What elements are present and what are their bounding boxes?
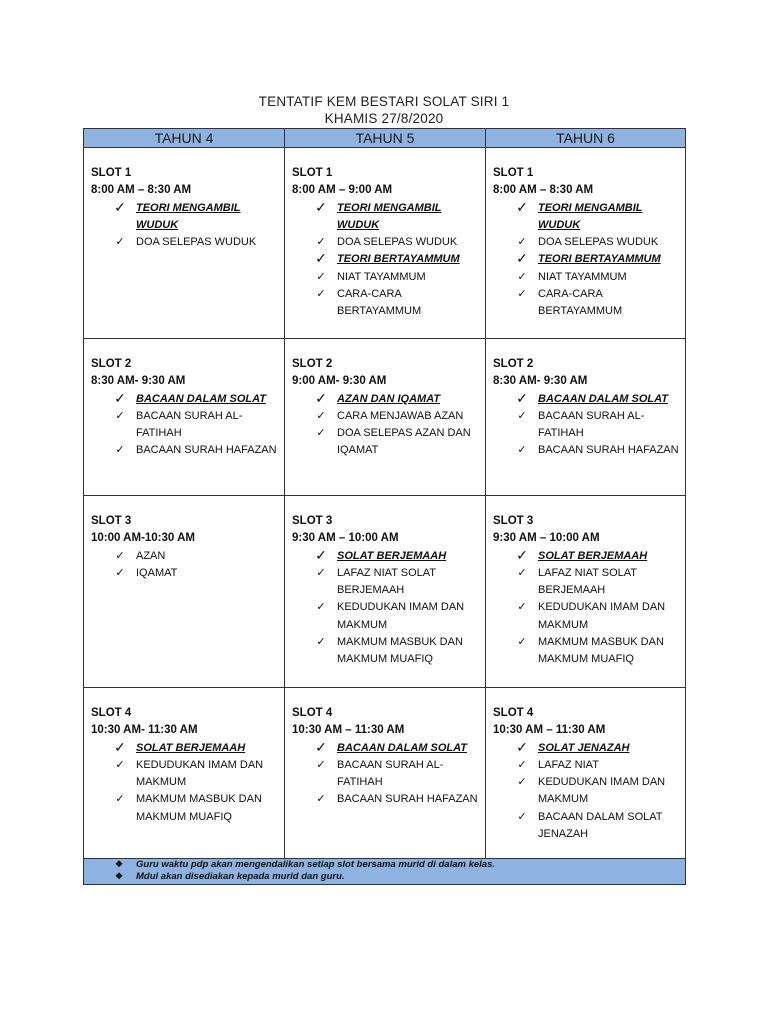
diamond-bullet-icon: ❖ — [115, 870, 124, 881]
activity-item — [493, 740, 685, 757]
slot-label: SLOT 4 — [91, 707, 132, 719]
activity-text: SOLAT BERJEMAAH — [538, 549, 648, 562]
checkmark-icon: ✓ — [315, 250, 327, 267]
checkmark-icon: ✓ — [316, 236, 326, 249]
activity-item — [493, 269, 685, 286]
slot-header — [486, 496, 685, 669]
slot-time: 10:00 AM-10:30 AM — [91, 532, 195, 545]
slot-cell — [84, 688, 285, 859]
checkmark-icon: ✓ — [316, 409, 326, 422]
activity-text: MAKMUM MASBUK DAN MAKMUM MUAFIQ — [538, 636, 664, 666]
activity-text: CARA MENJAWAB AZAN — [337, 409, 464, 422]
checkmark-icon: ✓ — [517, 566, 527, 579]
checkmark-icon: ✓ — [115, 793, 125, 806]
checkmark-icon: ✓ — [115, 444, 125, 457]
diamond-bullet-icon: ❖ — [115, 859, 124, 869]
slot-cell — [84, 496, 285, 688]
activity-item — [292, 565, 485, 600]
checkmark-icon: ✓ — [316, 758, 326, 771]
activity-item — [292, 269, 485, 286]
activity-item — [493, 234, 685, 251]
activity-text: SOLAT BERJEMAAH — [337, 549, 447, 562]
checkmark-icon: ✓ — [315, 389, 327, 406]
activity-list — [292, 391, 485, 460]
activity-text: CARA-CARA BERTAYAMMUM — [337, 288, 422, 318]
activity-text: MAKMUM MASBUK DAN MAKMUM MUAFIQ — [136, 793, 262, 823]
checkmark-icon: ✓ — [517, 810, 527, 823]
activity-item — [91, 408, 284, 443]
activity-item — [493, 391, 685, 408]
activity-item — [493, 548, 685, 565]
activity-item — [493, 565, 685, 600]
slot-time: 8:30 AM- 9:30 AM — [91, 375, 186, 388]
slot-header — [84, 339, 284, 460]
checkmark-icon: ✓ — [115, 549, 125, 562]
activity-text: KEDUDUKAN IMAM DAN MAKMUM — [136, 758, 264, 789]
checkmark-icon: ✓ — [316, 288, 326, 301]
activity-item — [292, 425, 485, 460]
slot-label: SLOT 2 — [292, 358, 333, 370]
activity-list — [493, 391, 685, 460]
slot-header — [486, 148, 685, 321]
checkmark-icon: ✓ — [316, 636, 326, 649]
column-header: TAHUN 5 — [285, 129, 486, 148]
activity-item — [91, 200, 284, 235]
slot-cell — [486, 496, 686, 688]
checkmark-icon: ✓ — [115, 409, 125, 422]
activity-text: BACAAN SURAH HAFAZAN — [136, 444, 277, 457]
activity-item — [493, 200, 685, 235]
slot-cell — [486, 148, 686, 339]
slot-time: 8:30 AM- 9:30 AM — [493, 375, 588, 388]
activity-item — [292, 548, 485, 565]
slot-cell — [285, 148, 486, 339]
slot-time: 9:30 AM – 10:00 AM — [292, 532, 399, 545]
slot-label: SLOT 1 — [493, 167, 534, 179]
checkmark-icon: ✓ — [516, 738, 528, 755]
activity-text: TEORI MENGAMBIL WUDUK — [337, 201, 442, 231]
document-title: TENTATIF KEM BESTARI SOLAT SIRI 1 — [258, 94, 510, 109]
activity-text: KEDUDUKAN IMAM DAN MAKMUM — [337, 601, 465, 631]
activity-item — [292, 286, 485, 321]
slot-cell — [285, 496, 486, 688]
activity-list — [493, 740, 685, 844]
activity-text: TEORI MENGAMBIL WUDUK — [538, 201, 643, 231]
activity-item — [91, 442, 284, 459]
activity-text: LAFAZ NIAT — [538, 758, 599, 771]
slot-cell — [84, 339, 285, 496]
slot-time: 10:30 AM- 11:30 AM — [91, 724, 198, 737]
slot-row — [84, 148, 686, 339]
activity-item — [91, 791, 284, 826]
document-date: KHAMIS 27/8/2020 — [324, 111, 444, 126]
activity-item — [292, 200, 485, 235]
activity-text: CARA-CARA BERTAYAMMUM — [538, 288, 623, 318]
activity-text: LAFAZ NIAT SOLAT BERJEMAAH — [337, 566, 436, 597]
column-header: TAHUN 6 — [486, 129, 686, 148]
slot-label: SLOT 4 — [493, 707, 534, 719]
activity-list — [91, 200, 284, 252]
activity-text: LAFAZ NIAT SOLAT BERJEMAAH — [538, 566, 637, 597]
activity-text: SOLAT BERJEMAAH — [136, 741, 246, 754]
checkmark-icon: ✓ — [516, 198, 528, 215]
activity-text: DOA SELEPAS WUDUK — [136, 236, 257, 249]
activity-text: MAKMUM MASBUK DAN MAKMUM MUAFIQ — [337, 636, 463, 666]
checkmark-icon: ✓ — [316, 601, 326, 614]
slot-label: SLOT 2 — [91, 358, 132, 370]
checkmark-icon: ✓ — [115, 758, 125, 771]
activity-text: AZAN — [136, 549, 166, 562]
activity-text: TEORI MENGAMBIL WUDUK — [136, 201, 241, 231]
activity-text: NIAT TAYAMMUM — [337, 270, 426, 283]
activity-list — [292, 740, 485, 809]
slot-header — [84, 148, 284, 251]
activity-text: BACAAN SURAH HAFAZAN — [337, 793, 478, 806]
slot-row — [84, 496, 686, 688]
activity-text: DOA SELEPAS WUDUK — [538, 236, 659, 249]
checkmark-icon: ✓ — [316, 793, 326, 806]
activity-item — [493, 809, 685, 844]
checkmark-icon: ✓ — [517, 236, 527, 249]
checkmark-icon: ✓ — [115, 566, 125, 579]
activity-text: DOA SELEPAS AZAN DAN IQAMAT — [337, 427, 471, 457]
checkmark-icon: ✓ — [316, 270, 326, 283]
slot-row — [84, 688, 686, 859]
activity-item — [292, 791, 485, 808]
activity-item — [91, 565, 284, 582]
notes-cell — [84, 859, 686, 885]
checkmark-icon: ✓ — [114, 389, 126, 406]
slot-time: 8:00 AM – 8:30 AM — [91, 184, 192, 197]
checkmark-icon: ✓ — [114, 738, 126, 755]
checkmark-icon: ✓ — [516, 250, 528, 267]
activity-item — [493, 774, 685, 809]
header-row — [84, 129, 686, 148]
checkmark-icon: ✓ — [516, 546, 528, 563]
checkmark-icon: ✓ — [517, 776, 527, 789]
activity-text: BACAAN SURAH HAFAZAN — [538, 444, 679, 457]
slot-header — [285, 496, 485, 669]
checkmark-icon: ✓ — [517, 270, 527, 283]
activity-item — [91, 391, 284, 408]
activity-item — [493, 408, 685, 443]
slot-label: SLOT 1 — [91, 167, 132, 179]
activity-list — [91, 740, 284, 826]
slot-label: SLOT 3 — [292, 515, 333, 527]
checkmark-icon: ✓ — [114, 198, 126, 215]
slot-cell — [486, 688, 686, 859]
checkmark-icon: ✓ — [517, 444, 527, 457]
slot-label: SLOT 3 — [91, 515, 132, 527]
checkmark-icon: ✓ — [517, 601, 527, 614]
activity-text: AZAN DAN IQAMAT — [337, 392, 441, 405]
activity-text: BACAAN SURAH AL-FATIHAH — [337, 758, 444, 789]
activity-item — [292, 599, 485, 634]
activity-item — [91, 548, 284, 565]
activity-item — [493, 599, 685, 634]
note-text: Guru waktu pdp akan mengendalikan setiap slot bersama murid di dalam kelas. — [136, 859, 495, 870]
slot-cell — [84, 148, 285, 339]
activity-item — [292, 251, 485, 268]
activity-text: IQAMAT — [136, 566, 178, 579]
slot-time: 8:00 AM – 9:00 AM — [292, 184, 393, 197]
slot-header — [486, 688, 685, 843]
note-item — [84, 871, 685, 883]
activity-item — [292, 391, 485, 408]
schedule-table — [83, 128, 686, 885]
activity-list — [292, 200, 485, 321]
activity-text: KEDUDUKAN IMAM DAN MAKMUM — [538, 601, 666, 631]
activity-item — [493, 442, 685, 459]
activity-item — [91, 757, 284, 792]
checkmark-icon: ✓ — [517, 636, 527, 649]
activity-item — [493, 251, 685, 268]
activity-item — [91, 234, 284, 251]
activity-item — [292, 234, 485, 251]
slot-label: SLOT 3 — [493, 515, 534, 527]
activity-item — [91, 740, 284, 757]
column-header: TAHUN 4 — [84, 129, 285, 148]
slot-header — [285, 148, 485, 321]
slot-header — [285, 339, 485, 460]
checkmark-icon: ✓ — [315, 738, 327, 755]
slot-cell — [486, 339, 686, 496]
activity-item — [292, 757, 485, 792]
activity-item — [493, 757, 685, 774]
activity-list — [493, 200, 685, 321]
activity-text: TEORI BERTAYAMMUM — [538, 253, 661, 266]
slot-header — [285, 688, 485, 809]
activity-text: KEDUDUKAN IMAM DAN MAKMUM — [538, 776, 666, 806]
slot-label: SLOT 4 — [292, 707, 333, 719]
slot-cell — [285, 339, 486, 496]
checkmark-icon: ✓ — [517, 288, 527, 301]
notes-row — [84, 859, 686, 885]
checkmark-icon: ✓ — [517, 758, 527, 771]
note-text: Mdul akan disediakan kepada murid dan guru. — [136, 870, 345, 882]
activity-list — [292, 548, 485, 669]
activity-text: NIAT TAYAMMUM — [538, 270, 627, 283]
slot-time: 9:00 AM- 9:30 AM — [292, 375, 387, 388]
activity-list — [91, 548, 284, 583]
slot-time: 10:30 AM – 11:30 AM — [292, 724, 405, 737]
slot-label: SLOT 2 — [493, 358, 534, 370]
activity-item — [493, 634, 685, 669]
activity-text: BACAAN SURAH AL-FATIHAH — [538, 409, 645, 440]
slot-cell — [285, 688, 486, 859]
slot-time: 8:00 AM – 8:30 AM — [493, 184, 594, 197]
activity-text: BACAAN DALAM SOLAT — [136, 392, 266, 405]
checkmark-icon: ✓ — [517, 409, 527, 422]
checkmark-icon: ✓ — [516, 389, 528, 406]
checkmark-icon: ✓ — [315, 198, 327, 215]
activity-text: BACAAN DALAM SOLAT JENAZAH — [538, 810, 663, 841]
activity-item — [292, 740, 485, 757]
activity-text: BACAAN DALAM SOLAT — [337, 741, 467, 754]
activity-list — [91, 391, 284, 460]
slot-header — [84, 688, 284, 826]
slot-row — [84, 339, 686, 496]
activity-item — [292, 408, 485, 425]
slot-time: 9:30 AM – 10:00 AM — [493, 532, 600, 545]
slot-time: 10:30 AM – 11:30 AM — [493, 724, 606, 737]
checkmark-icon: ✓ — [315, 546, 327, 563]
activity-text: SOLAT JENAZAH — [538, 741, 630, 754]
activity-text: BACAAN DALAM SOLAT — [538, 392, 668, 405]
activity-list — [493, 548, 685, 669]
checkmark-icon: ✓ — [115, 236, 125, 249]
slot-label: SLOT 1 — [292, 167, 333, 179]
checkmark-icon: ✓ — [316, 427, 326, 440]
activity-text: BACAAN SURAH AL-FATIHAH — [136, 409, 243, 440]
activity-item — [292, 634, 485, 669]
checkmark-icon: ✓ — [316, 566, 326, 579]
activity-text: TEORI BERTAYAMMUM — [337, 253, 460, 266]
activity-item — [493, 286, 685, 321]
activity-text: DOA SELEPAS WUDUK — [337, 236, 458, 249]
note-item — [84, 859, 685, 871]
slot-header — [486, 339, 685, 460]
slot-header — [84, 496, 284, 582]
